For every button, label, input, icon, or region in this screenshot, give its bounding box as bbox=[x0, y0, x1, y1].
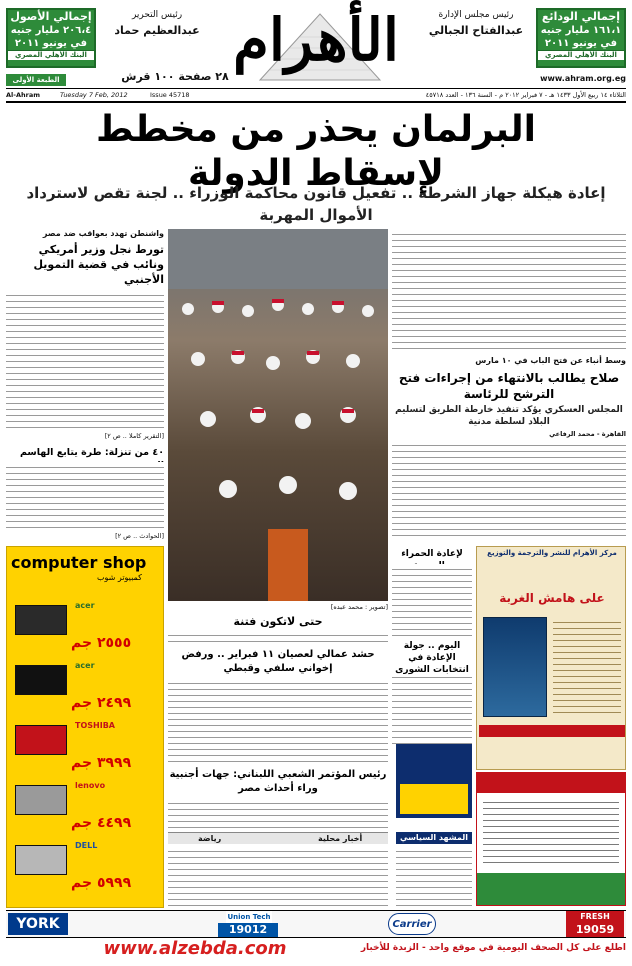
left-ad-title: إجمالي الأصول bbox=[10, 10, 92, 23]
political-scene-label[interactable]: المشهد السياسي bbox=[396, 832, 472, 844]
laptop-icon bbox=[15, 605, 67, 635]
right-ad-date: في يونيو ٢٠١١ bbox=[544, 38, 618, 49]
laptop-icon bbox=[15, 845, 67, 875]
distribution-ad-body bbox=[483, 797, 619, 867]
center-story2-body bbox=[168, 678, 388, 764]
board-label: رئيس مجلس الإدارة bbox=[438, 10, 514, 20]
right-headline[interactable]: صلاح يطالب بالانتهاء من إجراءات فتح الترشح للرئاسة bbox=[398, 371, 620, 401]
right-ad-bank: البنك الأهلي المصري bbox=[538, 50, 624, 60]
laptop-icon bbox=[15, 665, 67, 695]
center-story3-head[interactable]: رئيس المؤتمر الشعبي اللبناني: جهات أجنبية وراء أحداث مصر bbox=[169, 769, 387, 794]
fresh-hotline[interactable]: 19059 bbox=[566, 923, 624, 937]
book-ad-strip bbox=[479, 725, 625, 737]
left-story2-head[interactable]: ٤٠ من تنزلة: طرة يتابع الهاسم bbox=[19, 447, 164, 458]
right-subhead[interactable]: المجلس العسكري يؤكد تنفيذ خارطة الطريق لتسليم البلاد لسلطة مدنية bbox=[395, 405, 623, 427]
section-local[interactable]: أخبار محلية bbox=[318, 834, 363, 843]
date-rule bbox=[6, 101, 626, 103]
left-headline[interactable]: تورط نجل وزير أمريكي ونائب في قضية التمويل الأجنبي bbox=[33, 243, 164, 286]
editor-name: عبدالعظيم حماد bbox=[114, 24, 200, 37]
price-label: ٢٨ صفحة ١٠٠ قرش bbox=[121, 70, 229, 83]
book-title: على هامش الغربة bbox=[499, 591, 605, 605]
political-scene-body bbox=[396, 846, 472, 906]
newspaper-logo: الأهرام bbox=[232, 6, 400, 74]
center-story2-head[interactable]: حشد عمالي لعصيان ١١ فبراير .. ورفض إخواني سلفي وقبطي bbox=[181, 649, 375, 674]
crowd-illustration bbox=[168, 229, 388, 601]
left-story-body bbox=[6, 290, 164, 430]
center-story-body bbox=[168, 630, 388, 644]
ad-item-price: ٢٤٩٩ جم bbox=[71, 695, 132, 711]
main-photo[interactable] bbox=[168, 229, 388, 601]
union-tech-logo[interactable]: Union Tech bbox=[227, 913, 271, 921]
ad-item-maker: acer bbox=[75, 661, 95, 670]
right-byline: القاهرة - محمد الرفاعي bbox=[549, 430, 626, 438]
ad-item-4[interactable] bbox=[11, 779, 161, 837]
book-cover bbox=[483, 617, 547, 717]
left-ad-box bbox=[6, 8, 96, 68]
ad-item-maker: lenovo bbox=[75, 781, 106, 790]
right-story-left-head[interactable]: لإعادة الحمراء bbox=[401, 549, 463, 559]
fresh-logo[interactable]: FRESH bbox=[566, 911, 624, 923]
union-tech-hotline[interactable]: 19012 bbox=[218, 923, 278, 937]
laptop-icon bbox=[15, 785, 67, 815]
right-kicker: وسط أنباء عن فتح الباب في ١٠ مارس bbox=[475, 356, 626, 365]
photo-caption: [تصوير : محمد عبده] bbox=[330, 603, 388, 611]
left-ref-2: [الحوادث .. ص ٢] bbox=[115, 532, 164, 540]
section-sports[interactable]: رياضة bbox=[198, 834, 222, 843]
date-line-ar: الثلاثاء ١٤ ربيع الأول ١٤٣٣ هـ - ٧ فبراير ٢٠١٢ م - السنة ١٣٦ - العدد ٤٥٧١٨ bbox=[425, 91, 626, 99]
distribution-ad-top bbox=[477, 773, 625, 793]
ad-item-maker: DELL bbox=[75, 841, 98, 850]
main-headline[interactable]: البرلمان يحذر من مخطط لإسقاط الدولة bbox=[96, 109, 536, 194]
right-story-body bbox=[392, 440, 626, 540]
footer-ad-strip bbox=[6, 910, 626, 938]
center-bottom-briefs bbox=[168, 846, 388, 906]
left-ref-1: [التقرير كاملا .. ص ٢] bbox=[104, 432, 164, 440]
ad-brand-ar: كمبيوتر شوب bbox=[97, 573, 142, 582]
right-ad-title: إجمالي الودائع bbox=[541, 10, 621, 23]
left-ad-bank: البنك الأهلي المصري bbox=[8, 50, 94, 60]
english-name: Al-Ahram bbox=[6, 91, 40, 99]
board-block bbox=[420, 10, 532, 37]
center-story-head[interactable]: حتى لاتكون فتنة bbox=[233, 615, 323, 628]
distribution-ad-bottom bbox=[477, 873, 625, 905]
book-ad-text bbox=[553, 617, 621, 717]
ad-brand: computer shop bbox=[11, 553, 147, 572]
ad-item-maker: acer bbox=[75, 601, 95, 610]
edition-label: الطبعة الأولى bbox=[6, 74, 66, 86]
carrier-logo[interactable]: Carrier bbox=[388, 913, 436, 935]
watermark-url[interactable]: www.alzebda.com bbox=[103, 938, 287, 959]
editor-block bbox=[102, 10, 212, 37]
right-ad-value: ١٦١،١ مليار جنيه bbox=[540, 25, 622, 36]
ahram-small-ad[interactable] bbox=[396, 744, 472, 818]
ad-item-price: ٥٩٩٩ جم bbox=[71, 875, 132, 891]
left-kicker: واشنطن تهدد بعواقب ضد مصر bbox=[42, 229, 164, 238]
ad-item-price: ٤٤٩٩ جم bbox=[71, 815, 132, 831]
ad-item-2[interactable] bbox=[11, 659, 161, 717]
ad-item-5[interactable] bbox=[11, 839, 161, 901]
ad-item-price: ٢٥٥٥ جم bbox=[71, 635, 132, 651]
right-top-body bbox=[392, 229, 626, 349]
center-story3-body bbox=[168, 798, 388, 828]
ad-item-maker: TOSHIBA bbox=[75, 721, 115, 730]
laptop-icon bbox=[15, 725, 67, 755]
top-rule bbox=[6, 88, 626, 89]
book-ad-head: مركز الأهرام للنشر والترجمة والتوزيع bbox=[487, 549, 617, 557]
ahram-distribution-ad[interactable] bbox=[476, 772, 626, 906]
ad-item-1[interactable] bbox=[11, 599, 161, 657]
board-name: عبدالفتاح الجبالي bbox=[428, 24, 524, 37]
computer-shop-ad[interactable] bbox=[6, 546, 164, 908]
book-ad[interactable] bbox=[476, 546, 626, 770]
right-ad-box bbox=[536, 8, 626, 68]
right-story-right-head[interactable]: اليوم .. جولة الإعادة في انتخابات الشورى bbox=[392, 640, 472, 676]
editor-label: رئيس التحرير bbox=[131, 10, 183, 20]
website-url[interactable]: www.ahram.org.eg bbox=[540, 74, 626, 83]
left-story2-body bbox=[6, 462, 164, 532]
issue-number-en: Issue 45718 bbox=[150, 91, 190, 99]
left-ad-value: ٢٠٦،٤ مليار جنيه bbox=[10, 25, 92, 36]
footer-note: اطلع على كل الصحف اليومية في موقع واحد - الزبدة للأخبار bbox=[360, 943, 626, 953]
left-ad-date: في يونيو ٢٠١١ bbox=[14, 38, 88, 49]
sub-headline[interactable]: إعادة هيكلة جهاز الشرطة .. تفعيل قانون محاكمة الوزراء .. لجنة تقص لاسترداد الأموال المهربة bbox=[26, 184, 606, 224]
english-date: Tuesday 7 Feb, 2012 bbox=[60, 91, 128, 99]
ad-item-price: ٣٩٩٩ جم bbox=[71, 755, 132, 771]
ahram-small-ad-bar bbox=[400, 784, 468, 814]
ad-item-3[interactable] bbox=[11, 719, 161, 777]
center-section-bar bbox=[168, 832, 388, 844]
york-logo[interactable]: YORK bbox=[8, 913, 68, 935]
